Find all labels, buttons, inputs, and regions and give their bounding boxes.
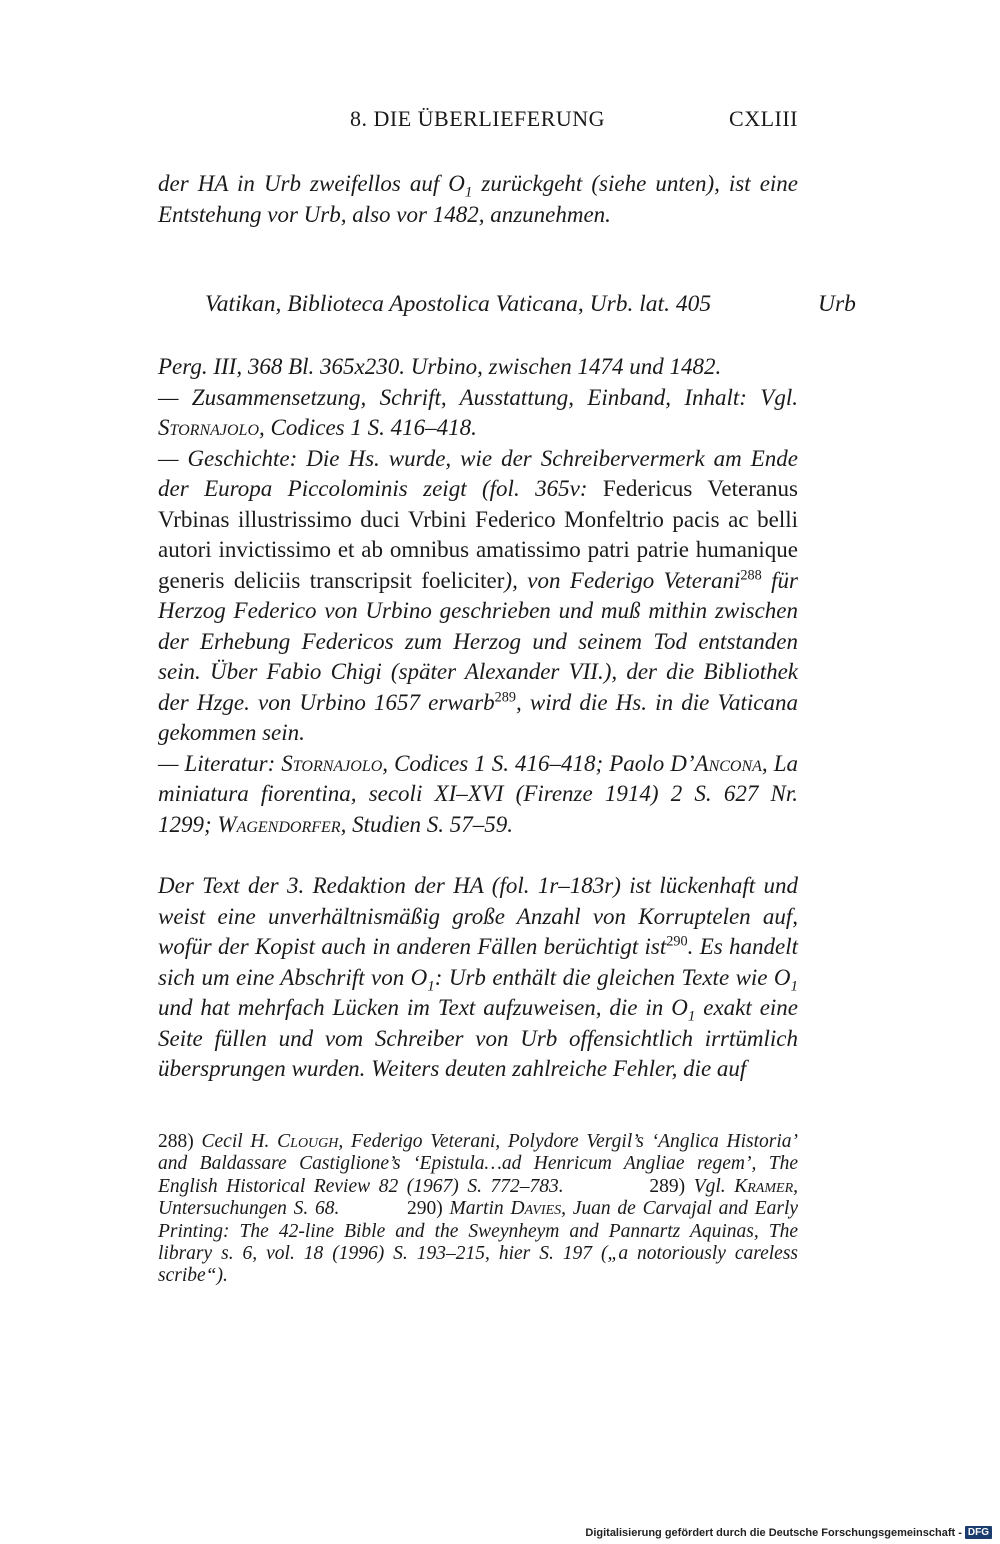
history-paragraph: — Geschichte: Die Hs. wurde, wie der Schreibervermerk am Ende der Europa Piccolominis zeigt (fol. 365v: Federicus Veteranus Vrbinas illustrissimo duci Vrbini Federico Monfeltrio pacis ac belli autori invictissimo et ab omnibus amatissimo patri patrie humanique generis deliciis transcripsit foeliciter), von Federigo Veterani$^{288}$ für Herzog Federico von Urbino geschrieben und muß mithin zwischen der Erhebung Federicos zum Herzog und seinem Tod entstanden sein. Über Fabio Chigi (später Alexander VII.), der die Bibliothek der Hzge. von Urbino 1657 erwarb$^{289}$, wird die Hs. in die Vaticana gekommen sein. xyxy=(158,445,799,745)
footnote-290-number: 290) xyxy=(406,1198,450,1220)
running-title: 8. DIE ÜBERLIEFERUNG xyxy=(350,106,606,131)
footnote-289-number: 289) xyxy=(649,1175,694,1197)
footnotes xyxy=(158,1131,798,1288)
page-header xyxy=(0,106,1000,136)
footnote-288: Cecil H. Clough, Federigo Veterani, Polydore Vergil’s ‘Anglica Historia’ and Baldassare Castiglione’s ‘Epistula…ad Henricum Angliae regem’, The English Historical Review 82 (1967) S. 772–783. xyxy=(158,1131,799,1197)
literature-paragraph: — Literatur: Stornajolo, Codices 1 S. 416–418; Paolo D’Ancona, La miniatura fiorentina, secoli XI–XVI (Firenze 1914) 2 S. 627 Nr. 1299; Wagendorfer, Studien S. 57–59. xyxy=(158,750,799,837)
text-analysis-paragraph: Der Text der 3. Redaktion der HA (fol. 1r–183r) ist lückenhaft und weist eine unverhältnismäßig große Anzahl von Korruptelen auf, wofür der Kopist auch in anderen Fällen berüchtigt ist$^{290}$. Es handelt sich um eine Abschrift von $O_1$: Urb enthält die gleichen Texte wie $O_1$ und hat mehrfach Lücken im Text aufzuweisen, die in $O_1$ exakt eine Seite füllen und vom Schreiber von Urb offensichtlich irrtümlich übersprungen wurden. Weiters deuten zahlreiche Fehler, die auf xyxy=(158,873,798,1081)
footnote-ref: 290 xyxy=(666,933,688,950)
manuscript-heading: Vatikan, Biblioteca Apostolica Vaticana, Urb. lat. 405 xyxy=(205,291,712,317)
credit-text: Digitalisierung gefördert durch die Deutsche Forschungsgemeinschaft - xyxy=(585,1526,962,1539)
footnote-289: Vgl. Kramer, Untersuchungen S. 68. xyxy=(158,1175,799,1220)
intro-paragraph: der HA in Urb zweifellos auf $O_1$ zurückgeht (siehe unten), ist eine Entstehung vor Urb, also vor 1482, anzunehmen. xyxy=(158,171,798,227)
footnote-ref: 289 xyxy=(494,688,517,705)
footnote-288-number: 288) xyxy=(158,1131,202,1152)
dfg-logo: DFG xyxy=(965,1526,992,1539)
digitization-credit xyxy=(585,1526,992,1539)
scribe-colophon-quote: Federicus Veteranus Vrbinas illustrissimo duci Vrbini Federico Monfeltrio pacis ac belli autori invictissimo et ab omnibus amatissimo patri patrie humanique generis deliciis transcripsit foeliciter xyxy=(158,476,799,593)
physical-description: Perg. III, 368 Bl. 365x230. Urbino, zwischen 1474 und 1482. xyxy=(158,354,722,379)
manuscript-description xyxy=(158,352,798,840)
page-number: CXLIII xyxy=(729,106,798,131)
footnote-ref: 288 xyxy=(740,566,762,583)
footnote-290: Martin Davies, Juan de Carvajal and Early Printing: The 42-line Bible and the Sweynheym and Pannartz Aquinas, The library s. 6, vol. 18 (1996) S. 193–215, hier S. 197 („a notoriously careless scribe“). xyxy=(158,1198,799,1287)
composition-paragraph: — Zusammensetzung, Schrift, Ausstattung, Einband, Inhalt: Vgl. Stornajolo, Codices 1 S. 416–418. xyxy=(158,384,798,440)
manuscript-siglum: Urb xyxy=(818,291,856,317)
